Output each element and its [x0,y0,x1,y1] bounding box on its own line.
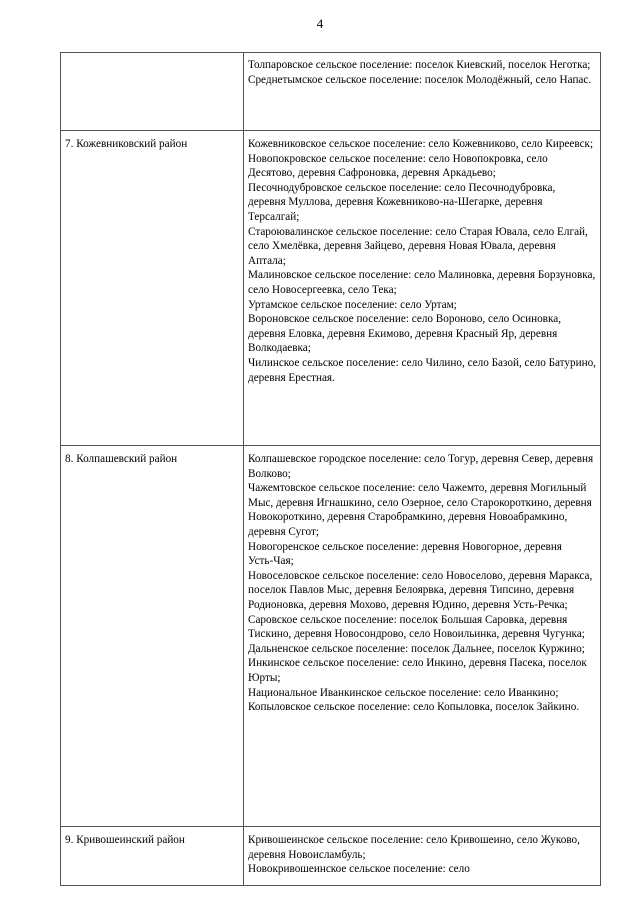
settlements-cell [244,446,601,827]
district-cell: 8. Колпашевский район [61,446,244,827]
table-row [61,131,601,446]
settlement-entry: Уртамское сельское поселение: село Уртам; [248,298,457,311]
settlement-entry: Толпаровское сельское поселение: поселок Киевский, поселок Неготка; [248,59,591,71]
table-row [61,446,601,827]
settlement-entry: Новокривошеинское сельское поселение: село [248,863,470,876]
settlement-entry: село Хмелёвка, деревня Зайцево, деревня Новая Ювала, деревня Аптала; [248,240,556,267]
settlement-entry: Саровское сельское поселение: поселок Большая Саровка, деревня Тискино, деревня Новосондрово, село Новоильинка, деревня Чугунка; [248,613,585,641]
districts-table [60,52,601,886]
settlement-entry: Национальное Иванкинское сельское поселение: село Иванкино; [248,686,559,699]
district-cell: 9. Кривошеинский район [61,827,244,886]
settlement-entry: Кривошеинское сельское поселение: село Кривошеино, село Жуково, [248,834,580,846]
settlement-entry: Усть-Чая; [248,555,294,568]
table-row [61,53,601,131]
settlement-entry: Чажемтовское сельское поселение: село Чажемто, деревня Могильный Мыс, деревня Игнашкино, село Озерное, село Старокороткино, деревня Новокороткино, деревня Старобрамкино, деревня Новоабрамкино, деревня Сугот; [248,482,592,538]
settlement-entry: Колпашевское городское поселение: село Тогур, деревня Север, деревня Волково; [248,453,594,480]
settlement-entry: Новоселовское сельское поселение: село Новоселово, деревня Маракса, [248,569,593,582]
settlement-entry: Новопокровское сельское поселение: село Новопокровка, село Десятово, деревня Сафроновка, деревня Аркадьево; [248,152,548,180]
page-number: 4 [316,16,324,31]
settlement-entry: деревня Муллова, деревня Кожевниково-на-Шегарке, деревня Терсалгай; [248,196,543,223]
settlement-entry: Кожевниковское сельское поселение: село Кожевниково, село Киреевск; [248,138,594,150]
settlement-entry: Дальненское сельское поселение: поселок Дальнее, поселок Куржино; [248,642,585,655]
settlement-entry: поселок Павлов Мыс, деревня Белоярвка, деревня Типсино, деревня Родионовка, деревня Мохово, деревня Юдино, деревня Усть-Речка; [248,584,575,611]
settlement-entry: Среднетымское сельское поселение: поселок Молодёжный, село Напас. [248,73,592,86]
settlement-entry: Вороновское сельское поселение: село Вороново, село Осиновка, деревня Еловка, деревня Екимово, деревня Красный Яр, деревня Волкодаевка; [248,313,561,355]
settlement-entry: Чилинское сельское поселение: село Чилино, село Базой, село Батурино, деревня Ерестная. [248,356,596,384]
district-cell [61,53,244,131]
settlements-cell [244,53,601,131]
settlement-entry: Новогоренское сельское поселение: деревня Новогорное, деревня [248,540,562,553]
settlement-entry: Староювалинское сельское поселение: село Старая Ювала, село Елгай, [248,225,588,238]
district-cell: 7. Кожевниковский район [61,131,244,446]
settlement-entry: Копыловское сельское поселение: село Копыловка, поселок Зайкино. [248,701,580,714]
settlement-entry: Песочнодубровское сельское поселение: село Песочнодубровка, [248,181,556,194]
settlements-cell [244,827,601,886]
settlement-entry: Малиновское сельское поселение: село Малиновка, деревня Борзуновка, село Новосергеевка, село Тека; [248,269,596,296]
settlements-cell [244,131,601,446]
table-row [61,827,601,886]
settlement-entry: Инкинское сельское поселение: село Инкино, деревня Пасека, поселок Юрты; [248,657,587,684]
settlement-entry: деревня Новоисламбуль; [248,848,366,861]
